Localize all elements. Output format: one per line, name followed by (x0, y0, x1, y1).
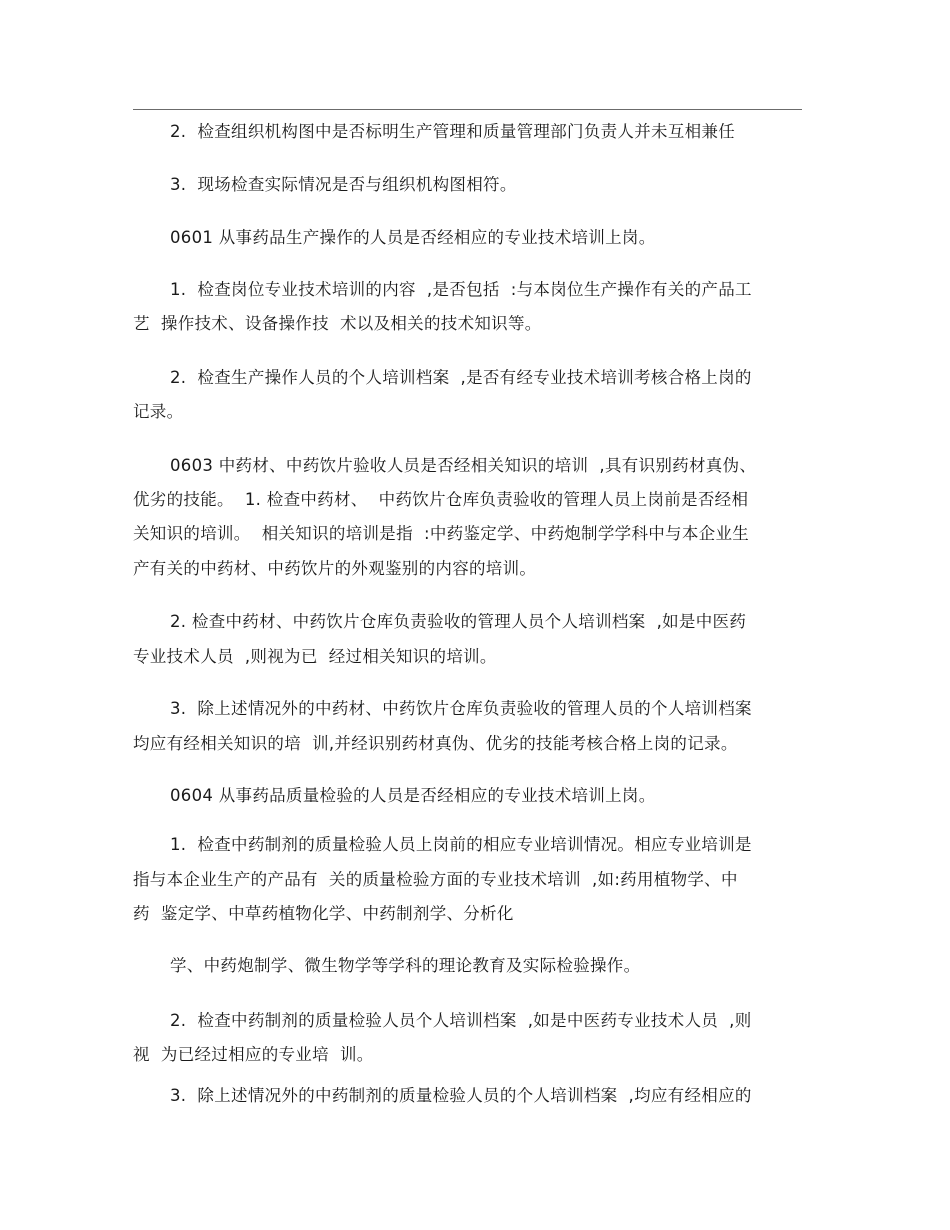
text-line: 2. 检查中药材、中药饮片仓库负责验收的管理人员个人培训档案 ,如是中医药 (170, 612, 747, 631)
text-line: 2. 检查生产操作人员的个人培训档案 ,是否有经专业技术培训考核合格上岗的 (170, 368, 752, 387)
text-line: 视 为已经过相应的专业培 训。 (133, 1045, 374, 1064)
text-line: 0603 中药材、中药饮片验收人员是否经相关知识的培训 ,具有识别药材真伪、 (170, 456, 757, 475)
text-line: 指与本企业生产的产品有 关的质量检验方面的专业技术培训 ,如:药用植物学、中 (133, 870, 738, 889)
text-line: 均应有经相关知识的培 训,并经识别药材真伪、优劣的技能考核合格上岗的记录。 (133, 734, 738, 753)
text-line: 2. 检查中药制剂的质量检验人员个人培训档案 ,如是中医药专业技术人员 ,则 (170, 1011, 752, 1030)
text-line: 药 鉴定学、中草药植物化学、中药制剂学、分析化 (133, 904, 514, 923)
text-line: 0601 从事药品生产操作的人员是否经相应的专业技术培训上岗。 (170, 228, 656, 247)
text-line: 3. 现场检查实际情况是否与组织机构图相符。 (170, 175, 517, 194)
header-rule (133, 109, 802, 110)
text-line: 艺 操作技术、设备操作技 术以及相关的技术知识等。 (133, 314, 542, 333)
text-line: 3. 除上述情况外的中药材、中药饮片仓库负责验收的管理人员的个人培训档案 (170, 699, 752, 718)
text-line: 关知识的培训。 相关知识的培训是指 :中药鉴定学、中药炮制学学科中与本企业生 (133, 524, 750, 543)
text-line: 0604 从事药品质量检验的人员是否经相应的专业技术培训上岗。 (170, 786, 656, 805)
text-line: 记录。 (133, 402, 184, 421)
text-line: 学、中药炮制学、微生物学等学科的理论教育及实际检验操作。 (170, 956, 641, 975)
text-line: 1. 检查中药制剂的质量检验人员上岗前的相应专业培训情况。相应专业培训是 (170, 835, 752, 854)
text-line: 3. 除上述情况外的中药制剂的质量检验人员的个人培训档案 ,均应有经相应的 (170, 1086, 752, 1105)
text-line: 产有关的中药材、中药饮片的外观鉴别的内容的培训。 (133, 559, 537, 578)
text-line: 2. 检查组织机构图中是否标明生产管理和质量管理部门负责人并未互相兼任 (170, 122, 736, 141)
text-line: 1. 检查岗位专业技术培训的内容 ,是否包括 :与本岗位生产操作有关的产品工 (170, 280, 752, 299)
text-line: 优劣的技能。 1. 检查中药材、 中药饮片仓库负责验收的管理人员上岗前是否经相 (133, 490, 749, 509)
text-line: 专业技术人员 ,则视为已 经过相关知识的培训。 (133, 647, 497, 666)
